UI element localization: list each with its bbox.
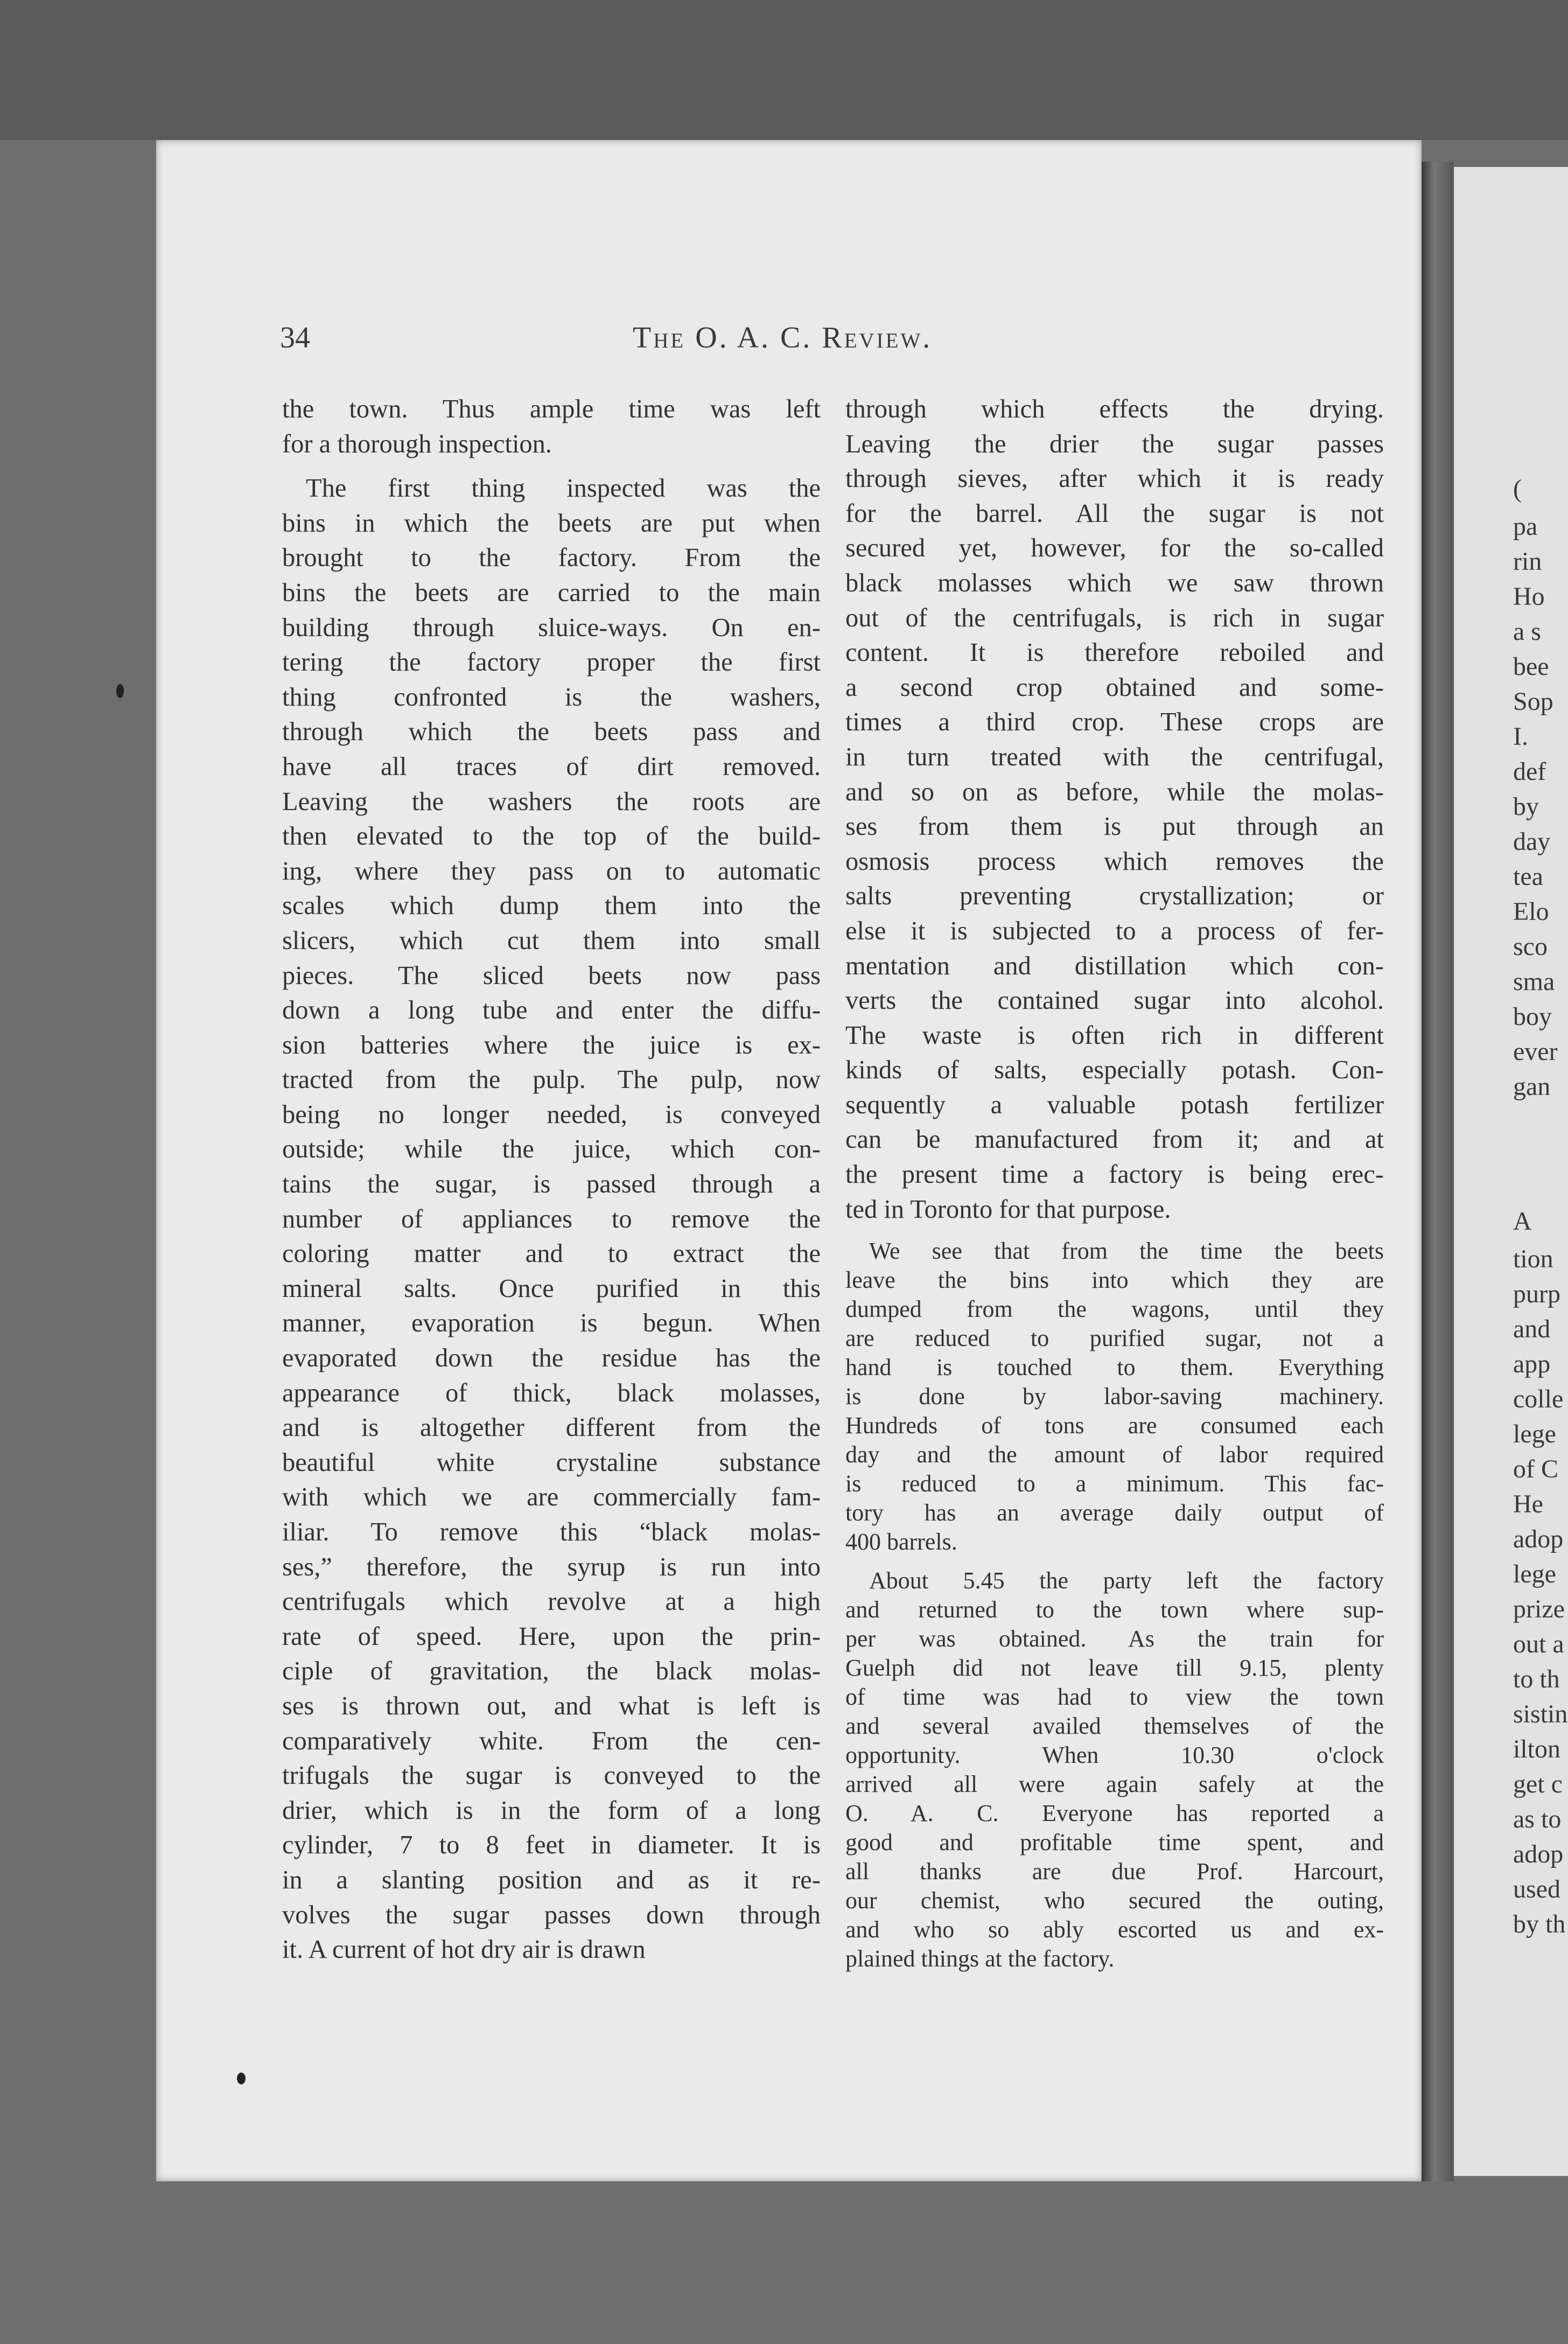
- left-column: [282, 392, 821, 1977]
- next-page-text-fragment: sma: [1513, 967, 1555, 996]
- paragraph: [845, 1566, 1384, 1973]
- text-line: down a long tube and enter the diffu-: [282, 996, 821, 1025]
- next-page-text-fragment: day: [1513, 827, 1551, 856]
- text-line: kinds of salts, especially potash. Con-: [845, 1056, 1384, 1085]
- text-line: coloring matter and to extract the: [282, 1239, 821, 1268]
- text-line: with which we are commercially fam-: [282, 1483, 821, 1512]
- text-line: slicers, which cut them into small: [282, 926, 821, 955]
- text-line: iliar. To remove this “black molas-: [282, 1518, 821, 1546]
- text-line: ses is thrown out, and what is left is: [282, 1691, 821, 1720]
- text-line: for a thorough inspection.: [282, 429, 552, 458]
- text-line: ing, where they pass on to automatic: [282, 856, 821, 885]
- text-line: ses,” therefore, the syrup is run into: [282, 1552, 821, 1581]
- paragraph: [282, 392, 821, 462]
- text-line: The waste is often rich in different: [845, 1021, 1384, 1050]
- next-page-text-fragment: lege: [1513, 1420, 1556, 1448]
- text-line: and is altogether different from the: [282, 1413, 821, 1442]
- text-line: for the barrel. All the sugar is not: [845, 499, 1384, 528]
- text-line: per was obtained. As the train for: [845, 1626, 1384, 1652]
- text-line: rate of speed. Here, upon the prin-: [282, 1622, 821, 1651]
- text-line: sion batteries where the juice is ex-: [282, 1030, 821, 1059]
- next-page-text-fragment: Ho: [1513, 582, 1545, 611]
- text-line: and several availed themselves of the: [845, 1713, 1384, 1740]
- text-line: and returned to the town where sup-: [845, 1596, 1384, 1623]
- text-line: About 5.45 the party left the factory: [869, 1567, 1384, 1594]
- next-page-text-fragment: purp: [1513, 1280, 1560, 1308]
- text-line: salts preventing crystallization; or: [845, 882, 1384, 911]
- text-line: thing confronted is the washers,: [282, 682, 821, 711]
- text-line: Leaving the washers the roots are: [282, 787, 821, 816]
- next-page-text-fragment: adop: [1513, 1840, 1564, 1868]
- next-page-text-fragment: prize: [1513, 1595, 1565, 1623]
- next-page-text-fragment: adop: [1513, 1525, 1564, 1553]
- next-page-text-fragment: lege: [1513, 1560, 1556, 1588]
- text-line: opportunity. When 10.30 o'clock: [845, 1742, 1384, 1769]
- next-page-text-fragment: ever: [1513, 1037, 1558, 1066]
- text-line: and who so ably escorted us and ex-: [845, 1916, 1384, 1943]
- next-page-text-fragment: bee: [1513, 652, 1549, 681]
- next-page-text-fragment: app: [1513, 1350, 1551, 1378]
- ink-speck: [116, 684, 124, 698]
- text-line: have all traces of dirt removed.: [282, 752, 821, 781]
- text-line: black molasses which we saw thrown: [845, 568, 1384, 597]
- text-line: arrived all were again safely at the: [845, 1771, 1384, 1798]
- text-line: all thanks are due Prof. Harcourt,: [845, 1858, 1384, 1885]
- text-line: is reduced to a minimum. This fac-: [845, 1470, 1384, 1497]
- text-line: secured yet, however, for the so-called: [845, 534, 1384, 563]
- text-line: brought to the factory. From the: [282, 543, 821, 573]
- text-line: appearance of thick, black molasses,: [282, 1378, 821, 1407]
- text-line: tains the sugar, is passed through a: [282, 1170, 821, 1199]
- text-line: trifugals the sugar is conveyed to the: [282, 1761, 821, 1790]
- text-line: can be manufactured from it; and at: [845, 1125, 1384, 1154]
- right-column: [845, 392, 1384, 1983]
- text-line: and so on as before, while the molas-: [845, 777, 1384, 806]
- text-line: tering the factory proper the first: [282, 648, 821, 677]
- running-title: The O. A. C. Review.: [633, 321, 933, 354]
- text-line: Guelph did not leave till 9.15, plenty: [845, 1655, 1384, 1682]
- text-line: volves the sugar passes down through: [282, 1900, 821, 1929]
- next-page-text-fragment: used: [1513, 1875, 1560, 1903]
- text-line: tracted from the pulp. The pulp, now: [282, 1065, 821, 1094]
- next-page-text-fragment: Elo: [1513, 897, 1549, 926]
- text-line: Leaving the drier the sugar passes: [845, 429, 1384, 458]
- next-page-text-fragment: by: [1513, 792, 1539, 821]
- next-page-text-fragment: get c: [1513, 1770, 1563, 1798]
- next-page-text-fragment: by th: [1513, 1910, 1566, 1938]
- text-line: evaporated down the residue has the: [282, 1344, 821, 1373]
- text-line: dumped from the wagons, until they: [845, 1296, 1384, 1323]
- text-line: osmosis process which removes the: [845, 847, 1384, 876]
- text-line: Hundreds of tons are consumed each: [845, 1412, 1384, 1439]
- next-page-text-fragment: boy: [1513, 1002, 1552, 1031]
- text-line: number of appliances to remove the: [282, 1204, 821, 1233]
- text-line: plained things at the factory.: [845, 1945, 1115, 1972]
- text-line: O. A. C. Everyone has reported a: [845, 1800, 1384, 1827]
- text-line: scales which dump them into the: [282, 891, 821, 920]
- next-page-text-fragment: A: [1513, 1207, 1532, 1236]
- text-line: it. A current of hot dry air is drawn: [282, 1935, 646, 1964]
- next-page-text-fragment: gan: [1513, 1072, 1551, 1101]
- text-line: hand is touched to them. Everything: [845, 1354, 1384, 1381]
- text-line: pieces. The sliced beets now pass: [282, 961, 821, 990]
- paragraph: [282, 471, 821, 1968]
- text-line: 400 barrels.: [845, 1529, 957, 1555]
- next-page-text-fragment: out a: [1513, 1630, 1564, 1658]
- text-line: in a slanting position and as it re-: [282, 1865, 821, 1894]
- text-line: through which effects the drying.: [845, 395, 1384, 423]
- page-number: 34: [280, 321, 310, 354]
- text-line: of time was had to view the town: [845, 1684, 1384, 1711]
- text-line: the town. Thus ample time was left: [282, 395, 821, 423]
- page-header: [280, 320, 1260, 364]
- text-line: tory has an average daily output of: [845, 1499, 1384, 1526]
- next-page-text-fragment: sistin: [1513, 1700, 1568, 1728]
- next-page-text-fragment: def: [1513, 757, 1546, 786]
- next-page-text-fragment: sco: [1513, 932, 1548, 961]
- paragraph: [845, 392, 1384, 1227]
- next-page-text-fragment: to th: [1513, 1665, 1560, 1693]
- text-line: then elevated to the top of the build-: [282, 822, 821, 851]
- text-line: are reduced to purified sugar, not a: [845, 1325, 1384, 1352]
- text-line: a second crop obtained and some-: [845, 673, 1384, 702]
- next-page-text-fragment: as to: [1513, 1805, 1562, 1833]
- paragraph: [845, 1237, 1384, 1557]
- text-line: beautiful white crystaline substance: [282, 1448, 821, 1477]
- text-line: else it is subjected to a process of fer-: [845, 916, 1384, 945]
- text-line: mineral salts. Once purified in this: [282, 1274, 821, 1303]
- text-line: centrifugals which revolve at a high: [282, 1587, 821, 1616]
- text-line: We see that from the time the beets: [869, 1238, 1384, 1265]
- text-line: times a third crop. These crops are: [845, 708, 1384, 737]
- next-page-fragment: [1454, 167, 1568, 2176]
- scan-background-top: [0, 0, 1568, 140]
- text-line: manner, evaporation is begun. When: [282, 1309, 821, 1338]
- next-page-text-fragment: tion: [1513, 1245, 1553, 1273]
- text-line: building through sluice-ways. On en-: [282, 613, 821, 642]
- next-page-text-fragment: He: [1513, 1490, 1543, 1518]
- text-line: the present time a factory is being erec-: [845, 1160, 1384, 1189]
- next-page-text-fragment: pa: [1513, 512, 1538, 541]
- text-line: through which the beets pass and: [282, 717, 821, 747]
- text-line: mentation and distillation which con-: [845, 951, 1384, 980]
- text-line: cylinder, 7 to 8 feet in diameter. It is: [282, 1831, 821, 1860]
- text-line: outside; while the juice, which con-: [282, 1135, 821, 1164]
- text-line: bins the beets are carried to the main: [282, 578, 821, 607]
- text-line: verts the contained sugar into alcohol.: [845, 986, 1384, 1015]
- text-line: day and the amount of labor required: [845, 1441, 1384, 1468]
- text-line: good and profitable time spent, and: [845, 1829, 1384, 1856]
- text-line: being no longer needed, is conveyed: [282, 1100, 821, 1129]
- next-page-text-fragment: of C: [1513, 1455, 1558, 1483]
- text-line: in turn treated with the centrifugal,: [845, 742, 1384, 771]
- text-line: ted in Toronto for that purpose.: [845, 1195, 1171, 1224]
- text-line: ciple of gravitation, the black molas-: [282, 1657, 821, 1686]
- next-page-text-fragment: tea: [1513, 862, 1543, 891]
- book-gutter: [1422, 162, 1454, 2181]
- text-line: drier, which is in the form of a long: [282, 1796, 821, 1825]
- text-line: The first thing inspected was the: [306, 474, 821, 503]
- next-page-text-fragment: (: [1513, 475, 1522, 503]
- next-page-text-fragment: rin: [1513, 547, 1542, 576]
- text-line: sequently a valuable potash fertilizer: [845, 1090, 1384, 1119]
- next-page-text-fragment: and: [1513, 1315, 1551, 1343]
- next-page-text-fragment: Sop: [1513, 687, 1553, 716]
- next-page-text-fragment: I.: [1513, 722, 1528, 751]
- next-page-text-fragment: a s: [1513, 617, 1541, 646]
- text-line: ses from them is put through an: [845, 812, 1384, 841]
- text-line: through sieves, after which it is ready: [845, 464, 1384, 493]
- text-line: our chemist, who secured the outing,: [845, 1887, 1384, 1914]
- next-page-text-fragment: ilton: [1513, 1735, 1561, 1763]
- text-line: leave the bins into which they are: [845, 1267, 1384, 1294]
- ink-speck: [237, 2073, 246, 2084]
- text-line: out of the centrifugals, is rich in sugar: [845, 603, 1384, 632]
- text-line: comparatively white. From the cen-: [282, 1726, 821, 1755]
- text-line: bins in which the beets are put when: [282, 508, 821, 538]
- text-line: content. It is therefore reboiled and: [845, 638, 1384, 667]
- next-page-text-fragment: colle: [1513, 1385, 1564, 1413]
- text-line: is done by labor-saving machinery.: [845, 1383, 1384, 1410]
